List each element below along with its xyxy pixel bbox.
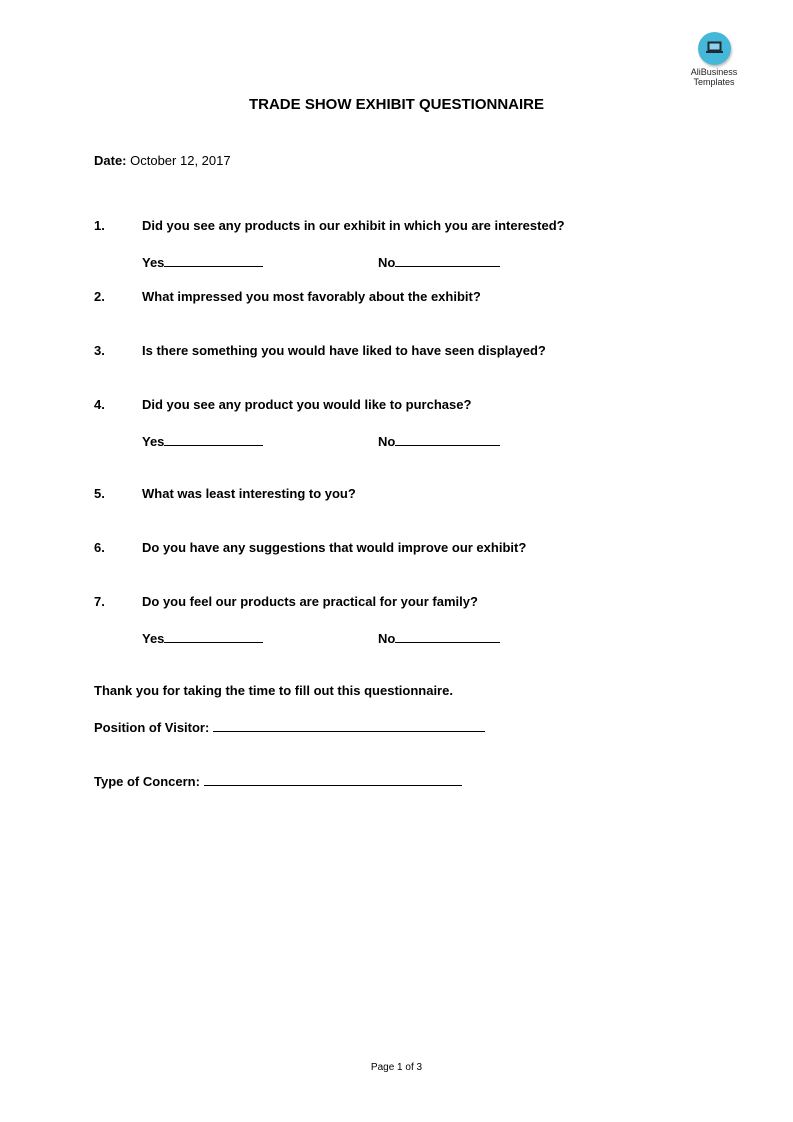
question-number: 6. (94, 540, 105, 555)
yes-answer-4 (142, 433, 263, 449)
question-5 (94, 486, 356, 501)
position-input-line[interactable] (213, 719, 485, 732)
no-label: No (378, 631, 396, 646)
concern-input-line[interactable] (204, 773, 462, 786)
question-text: Do you feel our products are practical for your family? (142, 594, 478, 609)
date-line (94, 153, 231, 168)
yes-answer-1 (142, 254, 263, 270)
question-number: 2. (94, 289, 105, 304)
logo-line-2: Templates (693, 77, 735, 87)
date-label: Date: (94, 153, 127, 168)
question-text: Do you have any suggestions that would improve our exhibit? (142, 540, 527, 555)
question-number: 7. (94, 594, 105, 609)
yes-label: Yes (142, 434, 165, 449)
question-2 (94, 289, 481, 304)
no-answer-4 (378, 433, 500, 449)
no-answer-7 (378, 630, 500, 646)
question-3 (94, 343, 546, 358)
no-answer-line[interactable] (395, 630, 500, 643)
question-1 (94, 218, 565, 233)
question-text: What impressed you most favorably about the exhibit? (142, 289, 481, 304)
no-answer-line[interactable] (395, 433, 500, 446)
position-of-visitor-field (94, 719, 485, 735)
yes-answer-line[interactable] (164, 433, 263, 446)
type-of-concern-field (94, 773, 462, 789)
date-value: October 12, 2017 (126, 153, 231, 168)
no-label: No (378, 255, 396, 270)
question-text: Did you see any products in our exhibit in which you are interested? (142, 218, 565, 233)
page-number: Page 1 of 3 (370, 1062, 423, 1073)
yes-label: Yes (142, 255, 165, 270)
question-6 (94, 540, 526, 555)
yes-answer-7 (142, 630, 263, 646)
question-number: 3. (94, 343, 105, 358)
question-text: Did you see any product you would like to purchase? (142, 397, 472, 412)
yes-label: Yes (142, 631, 165, 646)
logo-line-1: AliBusiness (690, 67, 738, 77)
question-4 (94, 397, 471, 412)
laptop-icon (698, 32, 731, 65)
thank-you-text: Thank you for taking the time to fill out this questionnaire. (94, 683, 453, 698)
question-number: 1. (94, 218, 105, 233)
question-text: What was least interesting to you? (142, 486, 356, 501)
question-7 (94, 594, 478, 609)
alibusiness-logo (683, 32, 745, 87)
question-number: 4. (94, 397, 105, 412)
question-text: Is there something you would have liked to have seen displayed? (142, 343, 546, 358)
page-title: TRADE SHOW EXHIBIT QUESTIONNAIRE (248, 96, 544, 113)
concern-label: Type of Concern: (94, 774, 200, 789)
no-answer-line[interactable] (395, 254, 500, 267)
yes-answer-line[interactable] (164, 630, 263, 643)
no-label: No (378, 434, 396, 449)
yes-answer-line[interactable] (164, 254, 263, 267)
no-answer-1 (378, 254, 500, 270)
position-label: Position of Visitor: (94, 720, 210, 735)
question-number: 5. (94, 486, 105, 501)
